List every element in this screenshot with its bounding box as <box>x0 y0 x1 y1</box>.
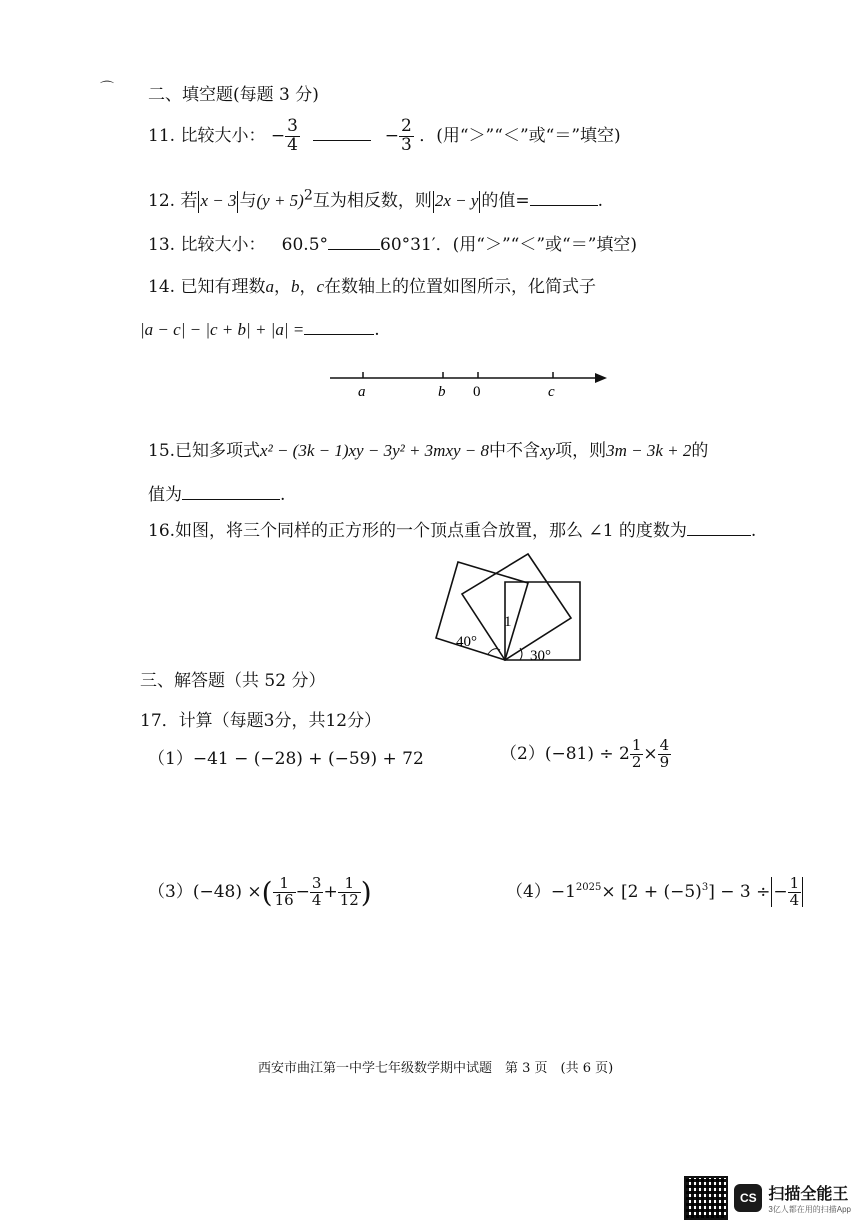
answer-blank[interactable] <box>304 334 374 335</box>
section2-title: 二、填空题(每题 3 分) <box>148 85 319 105</box>
question-16: 16.如图，将三个同样的正方形的一个顶点重合放置，那么 ∠1 的度数为 . <box>148 521 757 541</box>
question-12: 12. 若 x − 3 与$(y + 5)^2$互为相反数，则 2x − y 的值= . <box>148 187 604 211</box>
question-11: 11. 比较大小： − $\frac{3}{4}$ − $\frac{2}{3}$ ．(用“＞”“＜”或“＝”填空) <box>148 116 621 155</box>
answer-blank[interactable] <box>313 140 371 141</box>
camscanner-logo-icon: CS <box>734 1184 762 1212</box>
angle-40-label: 40° <box>456 634 477 650</box>
scanner-subtitle: 3亿人都在用的扫描App <box>768 1205 851 1214</box>
angle-30-label: 30° <box>530 648 551 664</box>
arrow-icon <box>595 373 607 383</box>
question-15: 15.已知多项式x² − (3k − 1)xy − 3y² + 3mxy − 8中不含xy项，则3m − 3k + 2的 <box>148 441 709 461</box>
question-14: 14. 已知有理数a，b，c在数轴上的位置如图所示，化简式子 <box>148 277 596 297</box>
qr-code-icon <box>684 1176 728 1220</box>
axis-label-a: a <box>358 384 366 400</box>
axis-label-b: b <box>438 384 446 400</box>
answer-blank[interactable] <box>530 205 598 206</box>
question-17-part3: （3）(−48) ×( $\frac{1}{16}$ − $\frac{3}{4}$ + $\frac{1}{12}$ ) <box>148 874 372 909</box>
question-17-part4: $(4)-1^{2025}\times [2 + (-5)^3] - 3$ ÷ − $\frac{1}{4}$ <box>506 876 804 909</box>
page-footer: 西安市曲江第一中学七年级数学期中试题 第 3 页 (共 6 页) <box>258 1061 614 1076</box>
axis-label-zero: 0 <box>473 384 481 400</box>
scanner-title: 扫描全能王 <box>768 1186 849 1203</box>
question-17-part1: （1）−41 − (−28) + (−59) + 72 <box>148 749 424 769</box>
angle-1-label: 1 <box>504 614 512 630</box>
axis-label-c: c <box>548 384 555 400</box>
answer-blank[interactable] <box>687 535 751 536</box>
scanner-watermark <box>684 1176 851 1220</box>
answer-blank[interactable] <box>182 499 280 500</box>
question-15-line2: 值为 . <box>148 485 286 505</box>
question-17-part2: （2）(−81) ÷ 2 $\frac{1}{2}$ × $\frac{4}{9}$ <box>500 736 670 771</box>
corner-mark: ⌒ <box>100 81 114 97</box>
question-14-expr: |a − c| − |c + b| + |a| = . <box>140 320 380 340</box>
answer-blank[interactable] <box>328 249 380 250</box>
three-squares-figure <box>420 550 590 670</box>
number-line <box>325 362 610 402</box>
question-13: 13. 比较大小： 60.5° 60°31′．(用“＞”“＜”或“＝”填空) <box>148 235 638 255</box>
question-17-title: 17．计算（每题3分，共12分） <box>140 711 382 731</box>
section3-title: 三、解答题（共 52 分） <box>140 671 326 691</box>
